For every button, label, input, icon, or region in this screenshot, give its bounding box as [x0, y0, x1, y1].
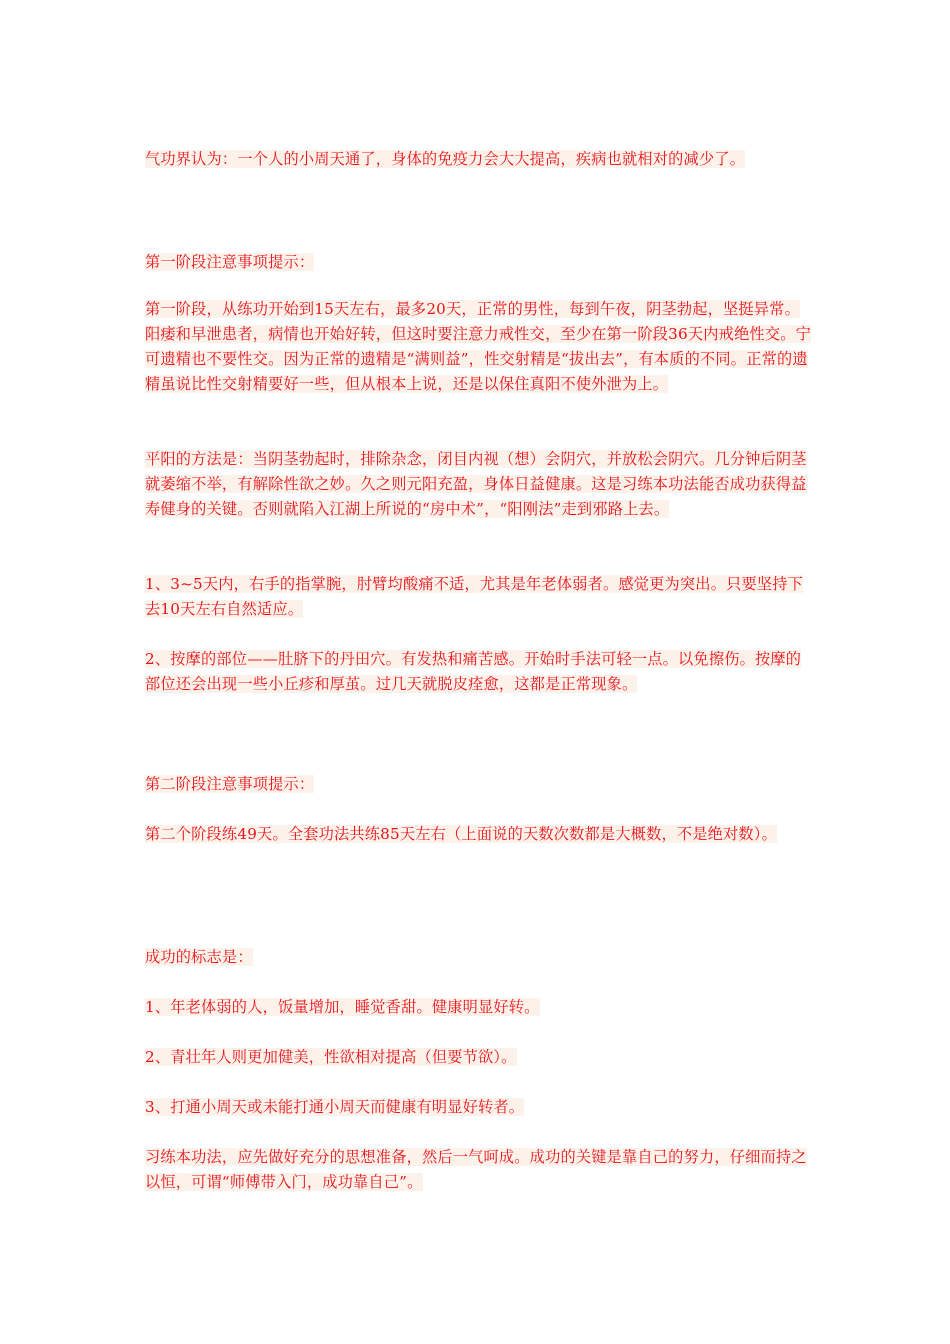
stage-two-paragraph — [145, 822, 813, 847]
success-sign-one — [145, 995, 813, 1020]
success-sign-three-text: 3、打通小周天或未能打通小周天而健康有明显好转者。 — [145, 1098, 525, 1116]
stage-one-heading-text: 第一阶段注意事项提示： — [145, 253, 315, 271]
pingyang-method-text: 平阳的方法是：当阴茎勃起时，排除杂念，闭目内视（想）会阴穴，并放松会阴穴。几分钟后阴茎就萎缩不举，有解除性欲之妙。久之则元阳充盈，身体日益健康。这是习练本功法能否成功获得益寿健身的关键。否则就陷入江湖上所说的“房中术”，“阳刚法”走到邪路上去。 — [145, 450, 807, 518]
success-signs-heading — [145, 945, 813, 970]
note-two-paragraph — [145, 647, 813, 697]
closing-paragraph — [145, 1145, 813, 1195]
stage-two-heading — [145, 772, 813, 797]
stage-two-heading-text: 第二阶段注意事项提示： — [145, 775, 315, 793]
stage-one-heading — [145, 250, 813, 275]
success-sign-two-text: 2、青壮年人则更加健美，性欲相对提高（但要节欲）。 — [145, 1048, 517, 1066]
success-sign-two — [145, 1045, 813, 1070]
pingyang-method-paragraph — [145, 447, 813, 522]
stage-two-text: 第二个阶段练49天。全套功法共练85天左右（上面说的天数次数都是大概数，不是绝对数）。 — [145, 825, 777, 843]
closing-text: 习练本功法，应先做好充分的思想准备，然后一气呵成。成功的关键是靠自己的努力，仔细而持之以恒，可谓“师傅带入门，成功靠自己”。 — [145, 1148, 807, 1191]
stage-one-paragraph — [145, 297, 813, 397]
success-signs-heading-text: 成功的标志是： — [145, 948, 253, 966]
success-sign-one-text: 1、年老体弱的人，饭量增加，睡觉香甜。健康明显好转。 — [145, 998, 540, 1016]
note-two-text: 2、按摩的部位——肚脐下的丹田穴。有发热和痛苦感。开始时手法可轻一点。以免擦伤。按摩的部位还会出现一些小丘疹和厚茧。过几天就脱皮痊愈，这都是正常现象。 — [145, 650, 802, 693]
stage-one-text: 第一阶段，从练功开始到15天左右，最多20天，正常的男性，每到午夜，阴茎勃起，坚挺异常。阳痿和早泄患者，病情也开始好转，但这时要注意力戒性交，至少在第一阶段36天内戒绝性交。宁可遗精也不要性交。因为正常的遗精是“满则益”，性交射精是“拔出去”，有本质的不同。正常的遗精虽说比性交射精要好一些，但从根本上说，还是以保住真阳不使外泄为上。 — [145, 300, 812, 393]
success-sign-three — [145, 1095, 813, 1120]
intro-paragraph — [145, 147, 813, 172]
note-one-text: 1、3~5天内，右手的指掌腕，肘臂均酸痛不适，尤其是年老体弱者。感觉更为突出。只要坚持下去10天左右自然适应。 — [145, 575, 804, 618]
note-one-paragraph — [145, 572, 813, 622]
intro-text: 气功界认为：一个人的小周天通了，身体的免疫力会大大提高，疾病也就相对的减少了。 — [145, 150, 746, 168]
